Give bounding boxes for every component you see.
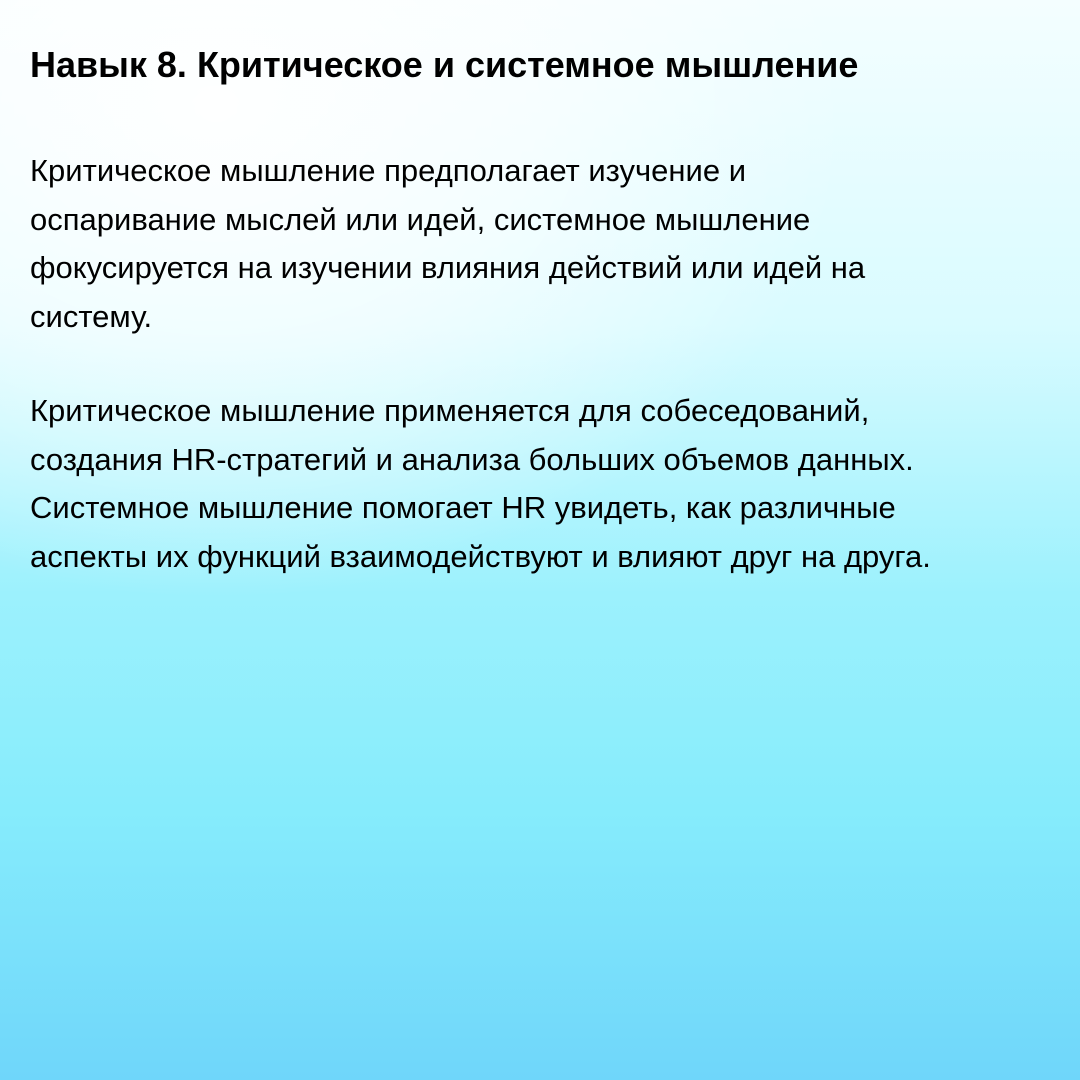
text-line: Критическое мышление применяется для собеседований, (30, 393, 870, 428)
text-line: Системное мышление помогает HR увидеть, как различные (30, 490, 896, 525)
slide-title: Навык 8. Критическое и системное мышление (30, 44, 859, 85)
text-line: систему. (30, 298, 153, 334)
text-line: Критическое мышление предполагает изучение и (30, 153, 747, 188)
paragraph-2 (30, 387, 931, 581)
text-line: оспаривание мыслей или идей, системное мышление (30, 201, 811, 237)
text-line: создания HR-стратегий и анализа больших объемов данных. (30, 441, 914, 477)
paragraph-1 (30, 147, 865, 341)
text-line: аспекты их функций взаимодействуют и влияют друг на друга. (30, 538, 931, 574)
text-line: фокусируется на изучении влияния действий или идей на (30, 250, 866, 285)
